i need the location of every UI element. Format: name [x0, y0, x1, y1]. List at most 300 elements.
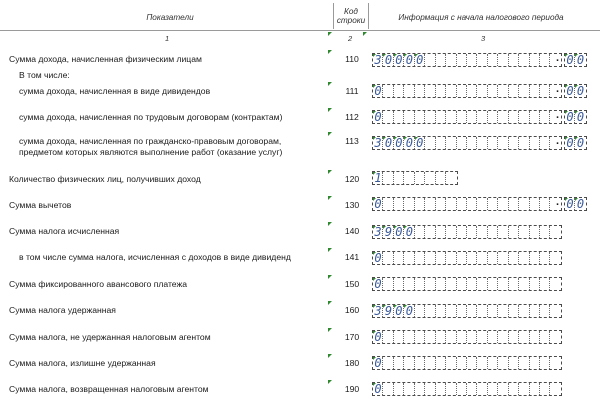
digit-cell[interactable]: [373, 54, 383, 66]
digit-cell[interactable]: [530, 357, 540, 369]
digit-value: 0: [566, 197, 574, 211]
digit-cell[interactable]: [477, 54, 487, 66]
digit-cell[interactable]: [394, 54, 404, 66]
digit-cells[interactable]: [372, 277, 562, 291]
digit-cell[interactable]: [519, 137, 529, 149]
digit-cell[interactable]: [540, 85, 550, 97]
digit-value: 0: [576, 84, 585, 98]
digit-cell[interactable]: [540, 226, 550, 238]
digit-cell[interactable]: [477, 305, 487, 317]
digit-cell[interactable]: [436, 198, 446, 210]
digit-cell[interactable]: [415, 172, 425, 184]
digit-cell[interactable]: [383, 85, 393, 97]
digit-cell[interactable]: [373, 305, 383, 317]
digit-cell[interactable]: [509, 252, 519, 264]
digit-cell[interactable]: [550, 305, 560, 317]
digit-cell[interactable]: [498, 331, 508, 343]
digit-cell[interactable]: [477, 331, 487, 343]
row-label: [9, 279, 187, 290]
digit-cell[interactable]: [509, 198, 519, 210]
digit-cell[interactable]: [530, 305, 540, 317]
digit-cell[interactable]: [498, 85, 508, 97]
digit-cell[interactable]: [373, 383, 383, 395]
digit-cell[interactable]: [498, 111, 508, 123]
digit-cell[interactable]: [498, 198, 508, 210]
digit-cell[interactable]: [425, 111, 435, 123]
digit-cell[interactable]: [425, 198, 435, 210]
digit-cell[interactable]: [457, 137, 467, 149]
digit-cell[interactable]: [383, 278, 393, 290]
digit-cell[interactable]: [446, 198, 456, 210]
row-mark: [328, 82, 332, 86]
digit-cell[interactable]: [498, 54, 508, 66]
row-label: [9, 332, 211, 343]
digit-cell[interactable]: [498, 137, 508, 149]
digit-cell[interactable]: [488, 54, 498, 66]
digit-cell[interactable]: [509, 278, 519, 290]
digit-cell[interactable]: [373, 111, 383, 123]
digit-cell[interactable]: [550, 278, 560, 290]
digit-cell[interactable]: [436, 54, 446, 66]
digit-value: 0: [374, 251, 382, 265]
digit-cell[interactable]: [394, 172, 404, 184]
row-label-line1: Сумма дохода, начисленная физическим лицам: [9, 54, 202, 64]
digit-cell[interactable]: [530, 137, 540, 149]
digit-value: 0: [566, 110, 574, 124]
digit-cell[interactable]: [519, 383, 529, 395]
digit-cell[interactable]: [509, 357, 519, 369]
digit-cell[interactable]: [404, 85, 414, 97]
digit-cell[interactable]: [436, 85, 446, 97]
digit-cell[interactable]: [509, 85, 519, 97]
digit-cell[interactable]: [425, 305, 435, 317]
digit-cell[interactable]: [530, 383, 540, 395]
digit-cell[interactable]: [373, 252, 383, 264]
digit-cell[interactable]: [519, 331, 529, 343]
digit-cell[interactable]: [394, 226, 404, 238]
cell-mark: [575, 85, 578, 88]
digit-cell[interactable]: [394, 85, 404, 97]
digit-cell[interactable]: [383, 198, 393, 210]
digit-cell[interactable]: [446, 252, 456, 264]
digit-cell[interactable]: [383, 331, 393, 343]
header-divider-right: [368, 3, 369, 29]
digit-cell[interactable]: [446, 331, 456, 343]
digit-cell[interactable]: [457, 331, 467, 343]
digit-cell[interactable]: [373, 137, 383, 149]
digit-cell[interactable]: [498, 357, 508, 369]
digit-cell[interactable]: [530, 85, 540, 97]
digit-cell[interactable]: [540, 252, 550, 264]
row-label-line1: Сумма налога удержанная: [9, 305, 116, 315]
digit-cell[interactable]: [446, 226, 456, 238]
digit-cell[interactable]: [404, 278, 414, 290]
digit-cells[interactable]: [372, 330, 562, 344]
digit-cell[interactable]: [383, 54, 393, 66]
row-label: [19, 136, 282, 158]
digit-cells[interactable]: [564, 197, 587, 211]
digit-cell[interactable]: [467, 252, 477, 264]
digit-cell[interactable]: [530, 226, 540, 238]
row-code: 141: [344, 252, 360, 262]
digit-cell[interactable]: [404, 226, 414, 238]
digit-cells[interactable]: [372, 136, 562, 150]
digit-cells[interactable]: [564, 136, 587, 150]
digit-cell[interactable]: [394, 198, 404, 210]
digit-cell[interactable]: [550, 383, 560, 395]
digit-cell[interactable]: [394, 137, 404, 149]
digit-cell[interactable]: [575, 198, 585, 210]
digit-cell[interactable]: [383, 252, 393, 264]
cell-mark: [404, 305, 407, 308]
digit-value: 0: [576, 197, 585, 211]
decimal-point: .: [556, 196, 560, 208]
digit-cell[interactable]: [477, 252, 487, 264]
digit-value: 0: [576, 136, 585, 150]
digit-cell[interactable]: [457, 54, 467, 66]
digit-cells[interactable]: [372, 84, 562, 98]
digit-cell[interactable]: [540, 331, 550, 343]
digit-cell[interactable]: [519, 278, 529, 290]
digit-cell[interactable]: [457, 278, 467, 290]
digit-cell[interactable]: [383, 172, 393, 184]
cell-mark: [575, 198, 578, 201]
digit-cell[interactable]: [467, 198, 477, 210]
digit-cell[interactable]: [415, 278, 425, 290]
digit-value: 0: [566, 53, 574, 67]
row-code: 170: [344, 332, 360, 342]
cell-mark: [373, 305, 376, 308]
digit-cell[interactable]: [467, 111, 477, 123]
digit-value: 0: [416, 53, 424, 67]
digit-cell[interactable]: [509, 305, 519, 317]
digit-cell[interactable]: [509, 137, 519, 149]
digit-cell[interactable]: [415, 198, 425, 210]
cell-mark: [394, 226, 397, 229]
digit-cell[interactable]: [425, 357, 435, 369]
digit-cell[interactable]: [477, 198, 487, 210]
digit-cell[interactable]: [436, 111, 446, 123]
digit-cell[interactable]: [383, 383, 393, 395]
digit-cell[interactable]: [488, 198, 498, 210]
digit-cell[interactable]: [575, 137, 585, 149]
digit-value: 0: [374, 84, 382, 98]
digit-cell[interactable]: [488, 278, 498, 290]
digit-cell[interactable]: [436, 252, 446, 264]
digit-cell[interactable]: [404, 383, 414, 395]
digit-cell[interactable]: [404, 252, 414, 264]
digit-cells[interactable]: [372, 225, 562, 239]
digit-cell[interactable]: [467, 383, 477, 395]
digit-value: 0: [374, 356, 382, 370]
digit-cell[interactable]: [436, 383, 446, 395]
row-mark: [328, 354, 332, 358]
digit-cell[interactable]: [550, 357, 560, 369]
digit-cell[interactable]: [477, 357, 487, 369]
decimal-point: .: [556, 109, 560, 121]
digit-cell[interactable]: [457, 357, 467, 369]
digit-cell[interactable]: [425, 383, 435, 395]
digit-cells[interactable]: [372, 171, 458, 185]
digit-cell[interactable]: [488, 331, 498, 343]
digit-cell[interactable]: [404, 137, 414, 149]
cell-mark: [373, 331, 376, 334]
digit-cells[interactable]: [372, 304, 562, 318]
digit-cell[interactable]: [477, 111, 487, 123]
digit-cells[interactable]: [564, 53, 587, 67]
digit-cell[interactable]: [519, 226, 529, 238]
cell-mark: [404, 137, 407, 140]
digit-cell[interactable]: [394, 331, 404, 343]
digit-cell[interactable]: [436, 357, 446, 369]
digit-cell[interactable]: [394, 383, 404, 395]
digit-cells[interactable]: [372, 382, 562, 396]
row-code: 140: [344, 226, 360, 236]
digit-cell[interactable]: [565, 111, 575, 123]
digit-cell[interactable]: [446, 383, 456, 395]
digit-cell[interactable]: [436, 305, 446, 317]
digit-cell[interactable]: [467, 305, 477, 317]
digit-cell[interactable]: [488, 252, 498, 264]
header-rule: [0, 30, 600, 31]
digit-cell[interactable]: [415, 85, 425, 97]
cell-mark: [415, 54, 418, 57]
digit-cell[interactable]: [519, 54, 529, 66]
digit-cell[interactable]: [530, 252, 540, 264]
digit-cell[interactable]: [373, 85, 383, 97]
digit-cell[interactable]: [575, 85, 585, 97]
digit-cell[interactable]: [509, 226, 519, 238]
digit-cell[interactable]: [467, 54, 477, 66]
digit-cell[interactable]: [373, 357, 383, 369]
digit-cell[interactable]: [415, 331, 425, 343]
digit-cell[interactable]: [373, 172, 383, 184]
row-code: 160: [344, 305, 360, 315]
digit-cell[interactable]: [373, 331, 383, 343]
cell-mark: [373, 54, 376, 57]
digit-cell[interactable]: [498, 252, 508, 264]
digit-cell[interactable]: [477, 278, 487, 290]
row-label: [9, 174, 201, 185]
cell-mark: [394, 305, 397, 308]
digit-cell[interactable]: [394, 278, 404, 290]
digit-cell[interactable]: [425, 331, 435, 343]
digit-cell[interactable]: [394, 252, 404, 264]
digit-cell[interactable]: [415, 54, 425, 66]
row-label: [9, 358, 156, 369]
row-code: 150: [344, 279, 360, 289]
digit-cell[interactable]: [383, 137, 393, 149]
digit-cells[interactable]: [564, 84, 587, 98]
digit-cell[interactable]: [488, 383, 498, 395]
digit-cell[interactable]: [457, 198, 467, 210]
digit-cell[interactable]: [540, 54, 550, 66]
cell-mark: [373, 137, 376, 140]
cell-mark: [394, 137, 397, 140]
digit-cell[interactable]: [467, 278, 477, 290]
digit-cell[interactable]: [488, 85, 498, 97]
digit-cell[interactable]: [446, 357, 456, 369]
digit-cell[interactable]: [415, 383, 425, 395]
digit-cell[interactable]: [540, 357, 550, 369]
digit-cell[interactable]: [383, 226, 393, 238]
digit-cell[interactable]: [540, 383, 550, 395]
digit-cells[interactable]: [372, 110, 562, 124]
digit-cell[interactable]: [425, 226, 435, 238]
header-code-line2: строки: [336, 16, 366, 25]
digit-cell[interactable]: [498, 278, 508, 290]
digit-cell[interactable]: [519, 357, 529, 369]
digit-cell[interactable]: [457, 252, 467, 264]
digit-cell[interactable]: [404, 305, 414, 317]
digit-cell[interactable]: [446, 278, 456, 290]
row-label-line1: Сумма налога, не удержанная налоговым агентом: [9, 332, 211, 342]
digit-cell[interactable]: [457, 305, 467, 317]
digit-cell[interactable]: [477, 226, 487, 238]
digit-cell[interactable]: [509, 111, 519, 123]
digit-cell[interactable]: [509, 383, 519, 395]
digit-cell[interactable]: [498, 305, 508, 317]
digit-cell[interactable]: [540, 278, 550, 290]
digit-cells[interactable]: [564, 110, 587, 124]
digit-cell[interactable]: [530, 331, 540, 343]
digit-cell[interactable]: [404, 331, 414, 343]
digit-cell[interactable]: [477, 383, 487, 395]
header-info: Информация с начала налогового периода: [398, 13, 564, 22]
digit-cell[interactable]: [540, 305, 550, 317]
digit-cell[interactable]: [519, 111, 529, 123]
digit-cell[interactable]: [415, 226, 425, 238]
digit-cell[interactable]: [436, 331, 446, 343]
digit-cell[interactable]: [436, 226, 446, 238]
digit-cell[interactable]: [530, 54, 540, 66]
digit-cell[interactable]: [488, 357, 498, 369]
digit-cell[interactable]: [540, 137, 550, 149]
digit-cell[interactable]: [519, 252, 529, 264]
cell-mark: [373, 383, 376, 386]
digit-cell[interactable]: [519, 85, 529, 97]
digit-cell[interactable]: [404, 111, 414, 123]
digit-cell[interactable]: [530, 198, 540, 210]
digit-cell[interactable]: [373, 226, 383, 238]
digit-cell[interactable]: [477, 85, 487, 97]
row-mark: [328, 50, 332, 54]
row-label: [19, 86, 210, 97]
digit-cell[interactable]: [530, 278, 540, 290]
digit-cell[interactable]: [373, 278, 383, 290]
digit-cell[interactable]: [446, 54, 456, 66]
digit-cells[interactable]: [372, 251, 562, 265]
digit-cell[interactable]: [394, 111, 404, 123]
digit-cell[interactable]: [446, 85, 456, 97]
digit-cell[interactable]: [425, 278, 435, 290]
row-label-line1: сумма дохода, начисленная в виде дивидендов: [19, 86, 211, 96]
digit-cell[interactable]: [394, 357, 404, 369]
digit-cell[interactable]: [498, 383, 508, 395]
digit-cell[interactable]: [477, 137, 487, 149]
column-number-1: 1: [165, 34, 170, 43]
column-number-2: 2: [348, 34, 353, 43]
digit-cells[interactable]: [372, 356, 562, 370]
digit-cell[interactable]: [446, 137, 456, 149]
digit-cell[interactable]: [519, 198, 529, 210]
digit-cell[interactable]: [446, 172, 456, 184]
digit-cell[interactable]: [565, 137, 575, 149]
digit-cell[interactable]: [457, 383, 467, 395]
digit-cell[interactable]: [436, 172, 446, 184]
digit-cell[interactable]: [575, 54, 585, 66]
digit-cell[interactable]: [530, 111, 540, 123]
digit-cell[interactable]: [498, 226, 508, 238]
digit-cell[interactable]: [488, 111, 498, 123]
digit-cells[interactable]: [372, 197, 562, 211]
digit-cell[interactable]: [488, 226, 498, 238]
digit-cell[interactable]: [467, 357, 477, 369]
digit-cells[interactable]: [372, 53, 562, 67]
digit-cell[interactable]: [457, 85, 467, 97]
digit-cell[interactable]: [509, 54, 519, 66]
digit-cell[interactable]: [425, 252, 435, 264]
digit-cell[interactable]: [425, 137, 435, 149]
digit-cell[interactable]: [383, 111, 393, 123]
digit-cell[interactable]: [550, 226, 560, 238]
digit-cell[interactable]: [565, 198, 575, 210]
digit-cell[interactable]: [467, 85, 477, 97]
digit-cell[interactable]: [446, 111, 456, 123]
digit-cell[interactable]: [540, 198, 550, 210]
digit-cell[interactable]: [383, 357, 393, 369]
digit-cell[interactable]: [425, 54, 435, 66]
digit-cell[interactable]: [404, 54, 414, 66]
digit-cell[interactable]: [575, 111, 585, 123]
digit-cell[interactable]: [467, 331, 477, 343]
digit-cell[interactable]: [425, 85, 435, 97]
digit-cell[interactable]: [488, 305, 498, 317]
digit-cell[interactable]: [415, 357, 425, 369]
digit-cell[interactable]: [436, 137, 446, 149]
digit-cell[interactable]: [519, 305, 529, 317]
digit-cell[interactable]: [540, 111, 550, 123]
row-mark: [328, 196, 332, 200]
digit-cell[interactable]: [404, 172, 414, 184]
digit-cell[interactable]: [383, 305, 393, 317]
digit-cell[interactable]: [565, 85, 575, 97]
digit-cell[interactable]: [550, 331, 560, 343]
digit-cell[interactable]: [488, 137, 498, 149]
digit-cell[interactable]: [467, 137, 477, 149]
digit-value: 3: [374, 304, 382, 318]
digit-cell[interactable]: [415, 305, 425, 317]
digit-cell[interactable]: [425, 172, 435, 184]
header-code-line1: Код: [344, 7, 358, 16]
digit-cell[interactable]: [394, 305, 404, 317]
digit-cell[interactable]: [404, 357, 414, 369]
digit-cell[interactable]: [467, 226, 477, 238]
digit-cell[interactable]: [509, 331, 519, 343]
digit-cell[interactable]: [415, 111, 425, 123]
digit-cell[interactable]: [550, 252, 560, 264]
digit-cell[interactable]: [404, 198, 414, 210]
digit-cell[interactable]: [436, 278, 446, 290]
digit-cell[interactable]: [565, 54, 575, 66]
row-label-line1: в том числе сумма налога, исчисленная с доходов в виде дивиденд: [19, 252, 291, 262]
digit-cell[interactable]: [415, 137, 425, 149]
digit-cell[interactable]: [446, 305, 456, 317]
digit-cell[interactable]: [457, 226, 467, 238]
digit-cell[interactable]: [415, 252, 425, 264]
digit-cell[interactable]: [373, 198, 383, 210]
digit-cell[interactable]: [457, 111, 467, 123]
